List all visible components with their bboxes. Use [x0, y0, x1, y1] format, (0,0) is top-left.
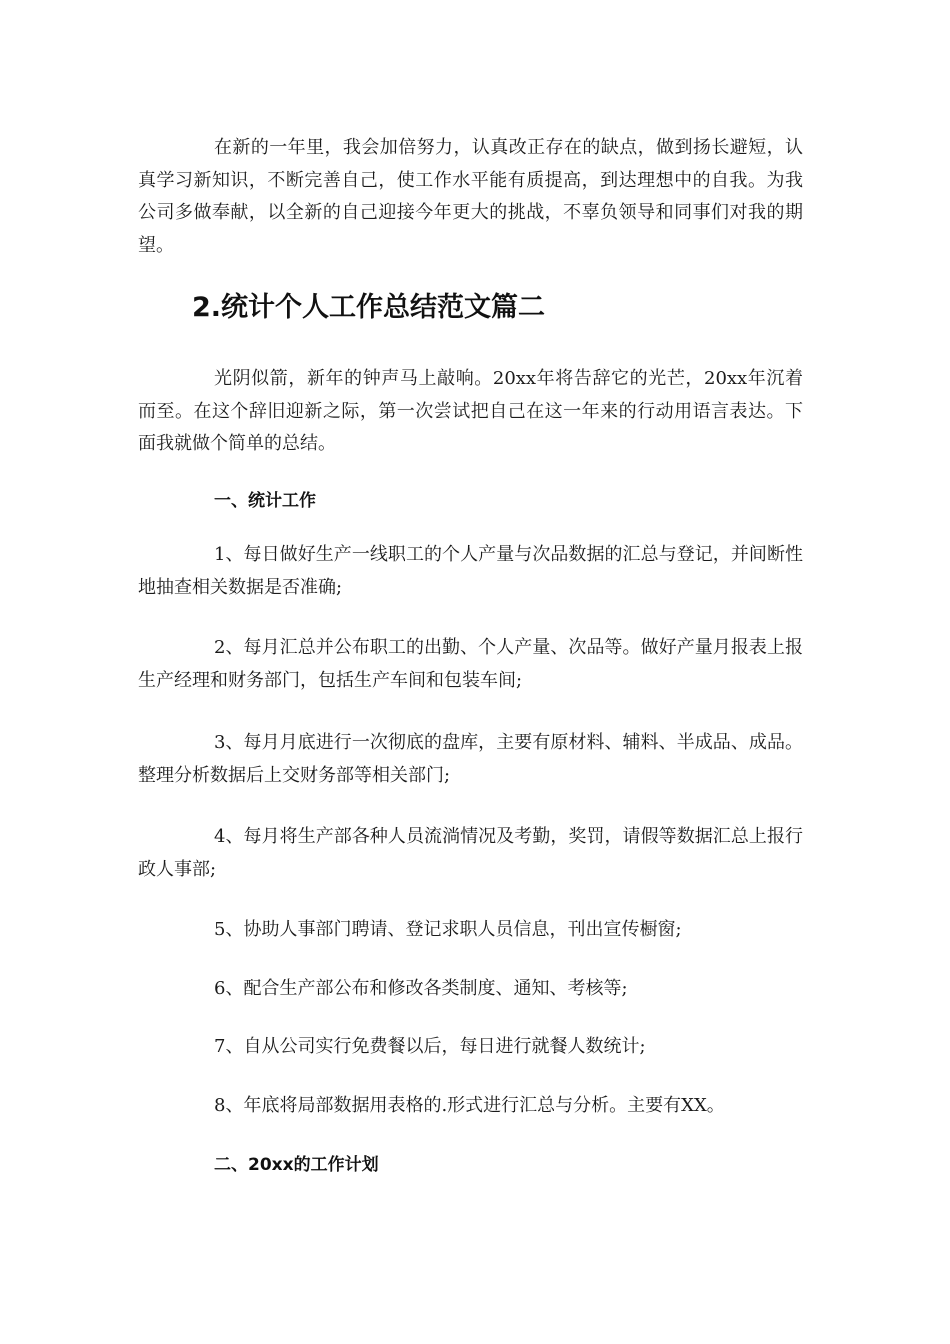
- section-heading: 2.统计个人工作总结范文篇二: [192, 292, 546, 323]
- list-item: 4、每月将生产部各种人员流淌情况及考勤，奖罚，请假等数据汇总上报行政人事部;: [138, 826, 803, 880]
- list-item: 8、年底将局部数据用表格的.形式进行汇总与分析。主要有XX。: [214, 1095, 725, 1116]
- subheading-work-plan: 二、20xx的工作计划: [214, 1155, 379, 1175]
- list-item: 6、配合生产部公布和修改各类制度、通知、考核等;: [214, 978, 628, 999]
- subheading-statistics-work: 一、统计工作: [214, 491, 316, 511]
- list-item: 5、协助人事部门聘请、登记求职人员信息，刊出宣传橱窗;: [214, 919, 682, 940]
- list-item: 3、每月月底进行一次彻底的盘库，主要有原材料、辅料、半成品、成品。整理分析数据后上交财务部等相关部门;: [138, 732, 803, 786]
- list-item: 1、每日做好生产一线职工的个人产量与次品数据的汇总与登记，并间断性地抽查相关数据是否准确;: [138, 544, 803, 598]
- list-item: 7、自从公司实行免费餐以后，每日进行就餐人数统计;: [214, 1036, 646, 1057]
- opening-paragraph: 光阴似箭，新年的钟声马上敲响。20xx年将告辞它的光芒，20xx年沉着而至。在这个辞旧迎新之际，第一次尝试把自己在这一年来的行动用语言表达。下面我就做个简单的总结。: [138, 368, 803, 454]
- list-item: 2、每月汇总并公布职工的出勤、个人产量、次品等。做好产量月报表上报生产经理和财务部门，包括生产车间和包装车间;: [138, 637, 803, 691]
- intro-paragraph: 在新的一年里，我会加倍努力，认真改正存在的缺点，做到扬长避短，认真学习新知识，不断完善自己，使工作水平能有质提高，到达理想中的自我。为我公司多做奉献，以全新的自己迎接今年更大的挑战，不辜负领导和同事们对我的期望。: [138, 137, 803, 256]
